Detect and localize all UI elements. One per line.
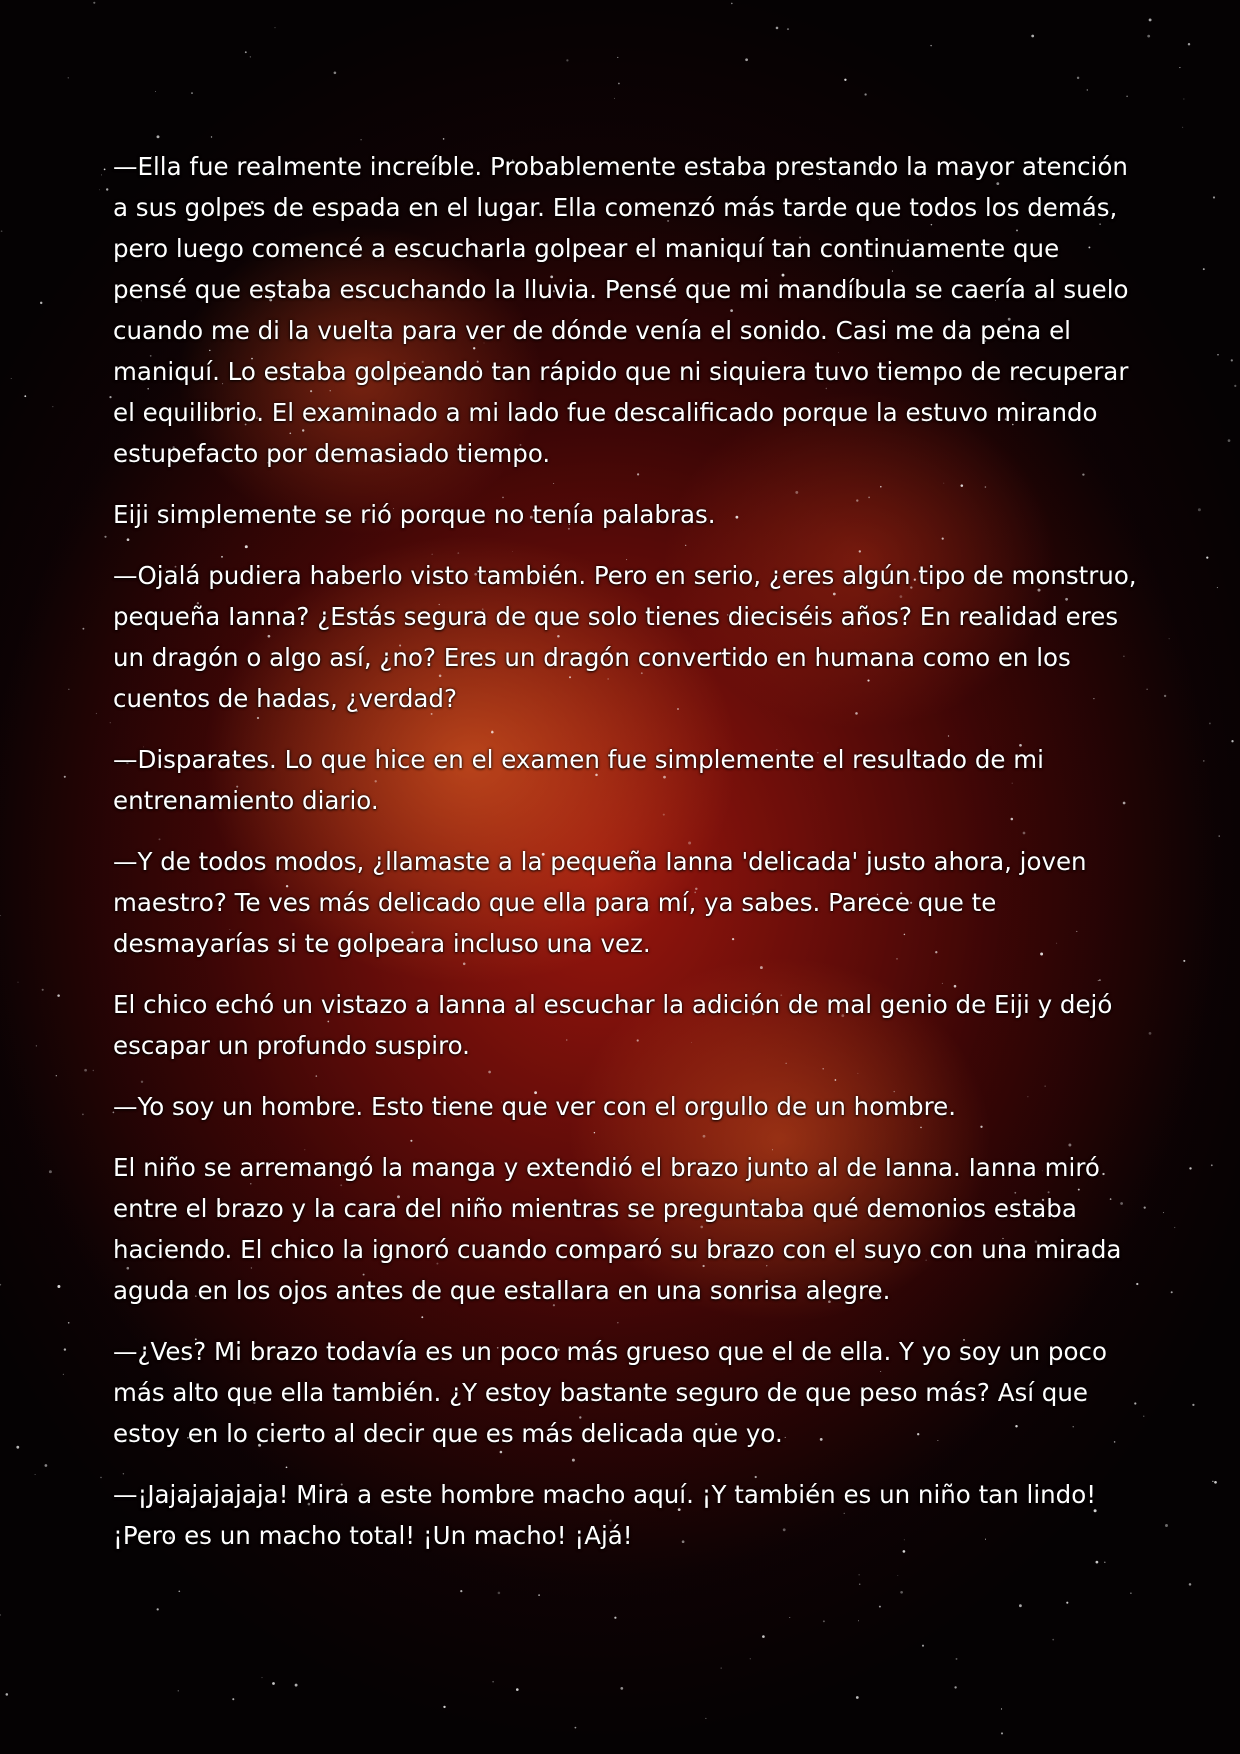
star	[96, 713, 97, 714]
star	[930, 45, 931, 46]
star	[1231, 359, 1233, 361]
star	[1147, 35, 1150, 38]
star	[705, 1718, 706, 1719]
star	[16, 1446, 19, 1449]
star	[614, 98, 615, 99]
star	[856, 1696, 859, 1699]
star	[859, 1584, 860, 1585]
star	[1019, 1604, 1022, 1607]
star	[538, 1594, 540, 1596]
star	[1192, 1404, 1194, 1406]
star	[0, 1614, 1, 1615]
star	[36, 1045, 37, 1046]
star	[776, 27, 779, 30]
star	[1217, 354, 1218, 355]
star	[900, 1591, 903, 1594]
star	[1066, 1602, 1068, 1604]
star	[1228, 439, 1231, 442]
star	[11, 378, 12, 379]
star	[1146, 689, 1147, 690]
star	[1209, 722, 1211, 724]
star	[617, 57, 618, 58]
star	[1189, 1583, 1192, 1586]
star	[63, 1374, 64, 1375]
star	[64, 1348, 66, 1350]
star	[1198, 508, 1201, 511]
star	[1031, 35, 1034, 38]
star	[272, 1682, 275, 1685]
star	[82, 628, 84, 630]
star	[52, 406, 53, 407]
paragraph: —Disparates. Lo que hice en el examen fue simplemente el resultado de mi entrenamiento diario.	[113, 745, 1044, 815]
star	[178, 1690, 179, 1691]
star	[6, 1693, 9, 1696]
star	[1171, 1291, 1173, 1293]
star	[1087, 89, 1088, 90]
star	[64, 776, 66, 778]
star	[1203, 760, 1205, 762]
star	[1188, 43, 1190, 45]
star	[211, 136, 212, 137]
star	[155, 91, 156, 92]
star	[954, 1686, 956, 1688]
star	[762, 1635, 765, 1638]
star	[1217, 587, 1218, 588]
star	[922, 1645, 924, 1647]
star	[18, 982, 19, 983]
star	[57, 1285, 60, 1288]
star	[250, 56, 251, 57]
star	[57, 994, 60, 997]
star	[1143, 1416, 1144, 1417]
star	[1182, 127, 1183, 128]
star	[68, 77, 69, 78]
paragraph: —¿Ves? Mi brazo todavía es un poco más grueso que el de ella. Y yo soy un poco más alto que ella también. ¿Y estoy bastante seguro de que peso más? Así que estoy en lo cierto al decir que es más delicada que yo.	[113, 1337, 1107, 1448]
star	[93, 2, 95, 4]
star	[1001, 1708, 1002, 1709]
star	[45, 1464, 48, 1467]
star	[1211, 1164, 1213, 1166]
star	[101, 174, 102, 175]
star	[109, 396, 111, 398]
star	[1183, 99, 1184, 100]
star	[24, 395, 26, 397]
star	[261, 1677, 262, 1678]
star	[731, 3, 733, 5]
star	[1, 230, 3, 232]
star	[1174, 1227, 1175, 1228]
star	[82, 1114, 84, 1116]
star	[56, 1075, 57, 1076]
star	[858, 1620, 859, 1621]
star	[68, 1322, 70, 1324]
star	[956, 1658, 958, 1660]
star	[823, 1620, 825, 1622]
star	[620, 1687, 623, 1690]
star	[1179, 67, 1180, 68]
paragraph: El niño se arremangó la manga y extendió el brazo junto al de Ianna. Ianna miró entre el brazo y la cara del niño mientras se preguntaba qué demonios estaba haciendo. El chico la ignoró cuando comparó su brazo con el suyo con una mirada aguda en los ojos antes de que estallara en una sonrisa alegre.	[113, 1153, 1122, 1305]
star	[750, 1658, 751, 1659]
star	[1165, 1524, 1168, 1527]
star	[443, 138, 445, 140]
star	[0, 915, 1, 916]
star	[1149, 1032, 1152, 1035]
paragraph: Eiji simplemente se rió porque no tenía palabras.	[113, 500, 716, 529]
star	[360, 139, 361, 140]
paragraph: —Yo soy un hombre. Esto tiene que ver con el orgullo de un hombre.	[113, 1092, 957, 1121]
star	[1126, 96, 1128, 98]
star	[1231, 740, 1233, 742]
star	[498, 1592, 501, 1595]
star	[1183, 960, 1185, 962]
star	[443, 1706, 445, 1708]
star	[35, 1474, 36, 1475]
star	[49, 1170, 52, 1173]
star	[1214, 1481, 1217, 1484]
star	[1163, 1212, 1164, 1213]
star	[1169, 638, 1170, 639]
star	[245, 51, 247, 53]
star	[1213, 196, 1215, 198]
paragraph: El chico echó un vistazo a Ianna al escuchar la adición de mal genio de Eiji y dejó escapar un profundo suspiro.	[113, 990, 1113, 1060]
star	[492, 1681, 494, 1683]
star	[745, 58, 748, 61]
star	[1234, 385, 1236, 387]
star	[157, 1608, 159, 1610]
paragraph: —Ella fue realmente increíble. Probablemente estaba prestando la mayor atención a sus golpes de espada en el lugar. Ella comenzó más tarde que todos los demás, pero luego comencé a escucharla golpear el maniquí tan continuamente que pensé que estaba escuchando la lluvia. Pensé que mi mandíbula se caería al suelo cuando me di la vuelta para ver de dónde venía el sonido. Casi me da pena el maniquí. Lo estaba golpeando tan rápido que ni siquiera tuvo tiempo de recuperar el equilibrio. El examinado a mi lado fue descalificado porque la estuvo mirando estupefacto por demasiado tiempo.	[113, 152, 1129, 468]
star	[232, 1698, 234, 1700]
star	[157, 135, 160, 138]
star	[516, 1688, 519, 1691]
star	[1077, 77, 1079, 79]
star	[275, 27, 276, 28]
star	[0, 1284, 1, 1286]
star	[789, 1617, 790, 1618]
star	[110, 722, 111, 723]
star	[618, 83, 620, 85]
paragraph: —Y de todos modos, ¿llamaste a la pequeña Ianna 'delicada' justo ahora, joven maestro? Te ves más delicado que ella para mí, ya sabes. Parece que te desmayarías si te golpeara incluso una vez.	[113, 847, 1087, 958]
star	[787, 28, 789, 30]
star	[40, 302, 42, 304]
star	[295, 1684, 298, 1687]
star	[460, 1590, 462, 1592]
star	[93, 1070, 94, 1071]
star	[1144, 1206, 1146, 1208]
star	[1164, 695, 1166, 697]
paragraph: —Ojalá pudiera haberlo visto también. Pero en serio, ¿eres algún tipo de monstruo, pequeña Ianna? ¿Estás segura de que solo tienes dieciséis años? En realidad eres un dragón o algo así, ¿no? Eres un dragón convertido en humana como en los cuentos de hadas, ¿verdad?	[113, 561, 1137, 713]
star	[178, 1590, 180, 1592]
star	[1149, 18, 1152, 21]
star	[1219, 835, 1220, 836]
star	[720, 1667, 721, 1668]
star	[99, 189, 100, 190]
star	[1203, 268, 1205, 270]
star	[1206, 557, 1208, 559]
star	[100, 1477, 101, 1478]
star	[566, 59, 568, 61]
star	[334, 72, 337, 75]
star	[864, 93, 866, 95]
document-body	[113, 146, 1138, 1576]
star	[1001, 1732, 1003, 1734]
star	[1052, 1639, 1054, 1641]
paragraph: —¡Jajajajajaja! Mira a este hombre macho aquí. ¡Y también es un niño tan lindo! ¡Pero es un macho total! ¡Un macho! ¡Ajá!	[113, 1480, 1097, 1550]
star	[191, 92, 193, 94]
star	[1189, 1167, 1191, 1169]
star	[1130, 1592, 1132, 1594]
star	[68, 689, 69, 690]
star	[614, 1617, 616, 1619]
star	[1212, 1481, 1213, 1482]
star	[575, 1727, 577, 1729]
star	[84, 1069, 87, 1072]
star	[106, 188, 108, 190]
star	[42, 989, 44, 991]
star	[879, 1606, 881, 1608]
star	[104, 536, 106, 538]
star	[104, 169, 106, 171]
star	[844, 79, 846, 81]
